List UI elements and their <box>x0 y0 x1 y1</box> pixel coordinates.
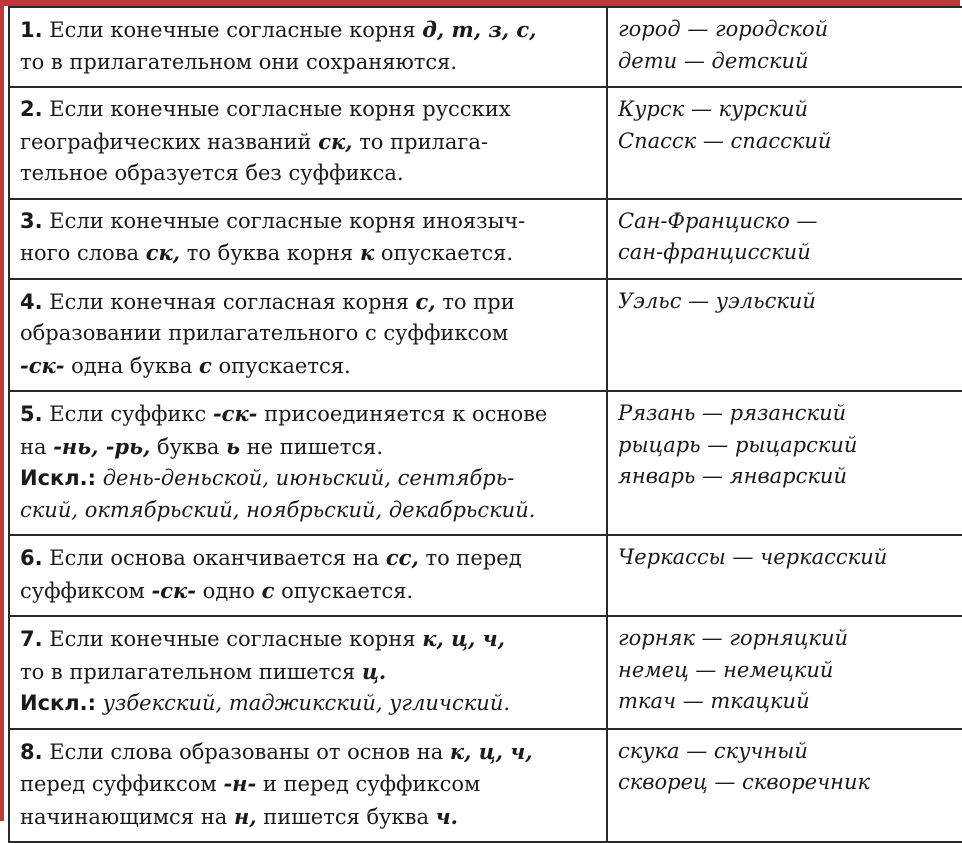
rule-emphasis: с, <box>415 288 436 314</box>
rule-line <box>20 47 596 79</box>
rule-line <box>20 495 596 527</box>
rule-line <box>20 14 596 47</box>
example-cell <box>607 199 962 279</box>
table-row <box>9 87 962 199</box>
rule-cell <box>9 87 607 199</box>
rule-text: Если суффикс <box>49 402 207 426</box>
example-cell <box>607 279 962 392</box>
example-line: Уэльс — уэльский <box>618 288 816 313</box>
rule-line <box>20 398 596 431</box>
rule-cell <box>9 279 607 392</box>
rule-line <box>20 237 596 270</box>
rule-emphasis: ск, <box>318 128 353 154</box>
rule-emphasis: сс, <box>385 545 419 570</box>
rule-emphasis: к, ц, ч, <box>422 626 505 651</box>
rule-text: Если конечная согласная корня <box>49 289 409 314</box>
rule-text: присоединяется к основе <box>264 402 548 426</box>
rule-line <box>20 542 596 575</box>
rule-line <box>20 350 596 383</box>
rule-cell <box>9 199 607 279</box>
rule-number: 5. <box>20 402 43 426</box>
rule-line <box>20 94 596 126</box>
rule-emphasis: с <box>199 352 212 378</box>
spelling-rules-table <box>8 6 962 843</box>
rule-text: начинающимся на <box>20 804 228 829</box>
rule-text: географических названий <box>20 129 312 154</box>
example-line: сан-францисский <box>618 240 811 264</box>
rule-emphasis: ск, <box>145 240 181 265</box>
rule-line <box>20 575 596 608</box>
rule-line <box>20 801 596 834</box>
example-line: горняк — горняцкий <box>618 626 849 650</box>
example-cell <box>607 616 962 729</box>
rule-text: пишется буква <box>263 804 429 829</box>
example-line: скворец — скворечник <box>618 770 871 794</box>
rule-line <box>20 158 596 190</box>
rule-line <box>20 318 596 350</box>
example-line: дети — детский <box>618 48 809 73</box>
example-cell <box>607 87 962 199</box>
rule-line <box>20 286 596 319</box>
rule-text: то в прилагательном пишется <box>20 659 356 684</box>
rule-text: Если конечные согласные корня <box>49 627 416 651</box>
rule-text: то прилага- <box>359 129 489 154</box>
example-line: Курск — курский <box>618 97 809 121</box>
example-line: город — городской <box>618 17 829 41</box>
rule-text: то перед <box>425 546 522 570</box>
rule-emphasis: -ск- <box>151 577 196 603</box>
rule-line <box>20 206 596 238</box>
rule-line <box>20 126 596 159</box>
rule-emphasis: к <box>359 240 375 265</box>
rule-emphasis: ц. <box>361 658 387 684</box>
rule-number: 3. <box>20 208 43 233</box>
example-cell <box>607 7 962 87</box>
rule-text: одна буква <box>71 353 193 378</box>
rule-emphasis: -ск- <box>20 352 65 378</box>
rule-cell <box>9 7 607 87</box>
rule-emphasis: ч. <box>435 803 458 829</box>
table-row <box>9 7 962 87</box>
rule-emphasis: -ск- <box>212 401 258 426</box>
rule-emphasis: к, ц, ч, <box>449 738 533 764</box>
rule-number: 6. <box>20 546 43 570</box>
rule-text: опускается. <box>218 353 351 378</box>
rule-text: ного слова <box>20 241 140 265</box>
table-row <box>9 279 962 392</box>
rule-number: 2. <box>20 97 43 121</box>
rule-line <box>20 623 596 656</box>
rule-text: буква <box>156 434 220 459</box>
rule-emphasis: д, т, з, с, <box>422 17 537 42</box>
rule-line <box>20 736 596 769</box>
rule-emphasis: -н- <box>223 771 257 796</box>
rule-text: на <box>20 434 47 459</box>
rule-line <box>20 431 596 464</box>
example-line: ткач — ткацкий <box>618 689 810 713</box>
example-cell <box>607 391 962 535</box>
example-cell <box>607 535 962 616</box>
example-line: немец — немецкий <box>618 657 834 682</box>
rule-cell <box>9 535 607 616</box>
rule-cell <box>9 616 607 729</box>
table-row <box>9 199 962 279</box>
rule-text: то при <box>442 289 515 314</box>
rule-emphasis: ь <box>226 433 240 459</box>
rule-text: Если слова образованы от основ на <box>49 739 444 764</box>
table-row <box>9 535 962 616</box>
example-line: январь — январский <box>618 464 847 488</box>
rule-text: образовании прилагательного с суффиксом <box>20 321 509 345</box>
example-line: Черкассы — черкасский <box>618 545 888 569</box>
rule-text: не пишется. <box>246 434 384 459</box>
left-accent-bar <box>0 0 4 821</box>
rule-number: 7. <box>20 627 43 651</box>
rule-cell <box>9 729 607 843</box>
rule-line <box>20 768 596 801</box>
exception-words: день-деньской, июньский, сентябрь- <box>102 466 515 490</box>
exception-words: ский, октябрьский, ноябрьский, декабрьский. <box>20 497 536 522</box>
rule-text: то в прилагательном они сохраняются. <box>20 49 458 74</box>
exception-label: Искл.: <box>20 466 97 490</box>
example-line: рыцарь — рыцарский <box>618 432 858 457</box>
table-row <box>9 729 962 843</box>
rule-text: Если основа оканчивается на <box>49 546 380 570</box>
example-line: скука — скучный <box>618 738 808 763</box>
rule-emphasis: -нь, -рь, <box>53 433 151 459</box>
rule-text: опускается. <box>380 241 514 265</box>
rule-line <box>20 688 596 720</box>
rule-number: 8. <box>20 739 43 764</box>
exception-words: узбекский, таджикский, угличский. <box>102 691 511 715</box>
rule-emphasis: с <box>261 577 275 603</box>
rule-number: 1. <box>20 18 43 42</box>
rule-text: Если конечные согласные корня иноязыч- <box>49 208 526 233</box>
example-line: Сан-Франциско — <box>618 208 818 233</box>
rule-text: Если конечные согласные корня русских <box>49 97 511 121</box>
rule-cell <box>9 391 607 535</box>
rule-text: суффиксом <box>20 578 145 603</box>
example-line: Спасск — спасский <box>618 128 832 153</box>
example-line: Рязань — рязанский <box>618 401 847 425</box>
table-row <box>9 391 962 535</box>
rule-emphasis: н, <box>233 803 257 829</box>
rule-text: тельное образуется без суффикса. <box>20 161 404 185</box>
rule-text: Если конечные согласные корня <box>49 18 416 42</box>
rule-line <box>20 656 596 689</box>
rule-text: то буква корня <box>186 241 354 265</box>
rule-text: и перед суффиксом <box>262 772 481 796</box>
rule-text: одно <box>202 578 255 603</box>
table-row <box>9 616 962 729</box>
example-cell <box>607 729 962 843</box>
rule-text: перед суффиксом <box>20 772 217 796</box>
rule-line <box>20 463 596 495</box>
rule-number: 4. <box>20 289 43 314</box>
exception-label: Искл.: <box>20 691 97 715</box>
rule-text: опускается. <box>281 578 414 603</box>
